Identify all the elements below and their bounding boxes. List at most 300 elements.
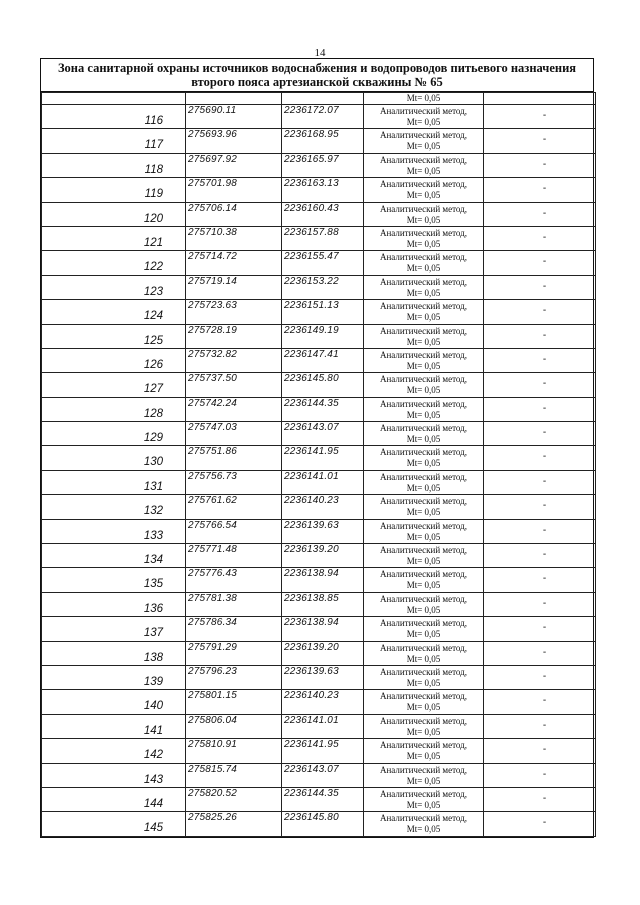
method-cell (364, 153, 484, 177)
error-value: - (542, 378, 547, 390)
point-number: 135 (143, 578, 163, 591)
table-row (42, 641, 596, 665)
x-coordinate: 275751.86 (188, 446, 238, 458)
method-accuracy: Mt= 0,05 (406, 580, 441, 591)
y-coordinate: 2236139.20 (284, 641, 339, 653)
y-coordinate: 2236140.23 (284, 495, 339, 507)
y-coordinate-cell (282, 446, 364, 470)
x-coordinate: 275815.74 (188, 763, 238, 775)
error-cell (484, 495, 596, 519)
method-accuracy: Mt= 0,05 (406, 677, 441, 688)
method-name: Аналитический метод, (379, 252, 468, 263)
y-coordinate: 2236145.80 (284, 373, 339, 385)
point-number-cell (42, 568, 186, 592)
method-cell (364, 495, 484, 519)
method-name: Аналитический метод, (379, 642, 468, 653)
method-cell (364, 690, 484, 714)
error-value: - (542, 110, 547, 121)
y-coordinate-cell (282, 714, 364, 738)
point-number-cell (42, 519, 186, 543)
x-coordinate: 275761.62 (188, 495, 238, 507)
point-number: 136 (143, 602, 163, 615)
y-coordinate: 2236139.63 (284, 665, 339, 677)
y-coordinate: 2236151.13 (284, 300, 339, 312)
table-row (42, 519, 596, 543)
point-number-cell (42, 690, 186, 714)
x-coordinate-cell (186, 251, 282, 275)
point-number-cell (42, 373, 186, 397)
y-coordinate-cell (282, 178, 364, 202)
method-accuracy: Mt= 0,05 (406, 653, 441, 664)
point-number: 122 (143, 261, 163, 274)
point-number-cell (42, 324, 186, 348)
error-cell (484, 592, 596, 616)
table-row (42, 348, 596, 372)
partial-cell-x (186, 93, 282, 105)
method-name: Аналитический метод, (379, 227, 468, 238)
error-value: - (542, 353, 547, 365)
method-name: Аналитический метод, (379, 691, 468, 702)
x-coordinate: 275690.11 (188, 105, 237, 116)
x-coordinate: 275697.92 (188, 153, 238, 165)
point-number-cell (42, 714, 186, 738)
point-number-cell (42, 641, 186, 665)
method-cell (364, 202, 484, 226)
x-coordinate-cell (186, 105, 282, 129)
error-cell (484, 787, 596, 811)
y-coordinate: 2236153.22 (284, 275, 339, 287)
error-value: - (542, 402, 547, 414)
x-coordinate-cell (186, 763, 282, 787)
table-row (42, 617, 596, 641)
table-row (42, 397, 596, 421)
partial-cell-number (42, 93, 186, 105)
x-coordinate-cell (186, 226, 282, 250)
method-name: Аналитический метод, (379, 130, 468, 141)
x-coordinate-cell (186, 714, 282, 738)
coordinates-table-body (42, 93, 596, 837)
method-accuracy: Mt= 0,05 (406, 263, 441, 274)
error-cell (484, 105, 596, 129)
y-coordinate-cell (282, 422, 364, 446)
method-name: Аналитический метод, (379, 715, 468, 726)
y-coordinate: 2236155.47 (284, 251, 339, 263)
y-coordinate-cell (282, 690, 364, 714)
error-value: - (542, 231, 547, 243)
point-number: 139 (143, 675, 163, 688)
table-row (42, 300, 596, 324)
y-coordinate: 2236143.07 (284, 422, 339, 434)
method-accuracy: Mt= 0,05 (406, 458, 441, 469)
table-row (42, 544, 596, 568)
method-accuracy: Mt= 0,05 (406, 287, 441, 298)
point-number-cell (42, 300, 186, 324)
point-number-cell (42, 617, 186, 641)
y-coordinate: 2236147.41 (284, 348, 339, 360)
point-number-cell (42, 665, 186, 689)
error-cell (484, 763, 596, 787)
method-name: Аналитический метод, (379, 813, 468, 824)
y-coordinate-cell (282, 763, 364, 787)
y-coordinate: 2236141.95 (284, 739, 339, 751)
y-coordinate-cell (282, 495, 364, 519)
method-accuracy: Mt= 0,05 (406, 751, 441, 762)
x-coordinate-cell (186, 787, 282, 811)
method-accuracy: Mt= 0,05 (406, 434, 441, 445)
error-value: - (542, 500, 547, 512)
method-accuracy: Mt= 0,05 (406, 824, 441, 835)
error-value: - (542, 134, 547, 146)
y-coordinate: 2236165.97 (284, 153, 339, 165)
x-coordinate: 275701.98 (188, 178, 238, 190)
point-number-cell (42, 812, 186, 836)
x-coordinate: 275825.26 (188, 812, 238, 824)
y-coordinate: 2236168.95 (284, 129, 339, 141)
error-value: - (542, 549, 547, 561)
x-coordinate: 275766.54 (188, 519, 238, 531)
point-number: 145 (143, 822, 163, 835)
method-cell (364, 641, 484, 665)
x-coordinate: 275719.14 (188, 275, 238, 287)
y-coordinate: 2236143.07 (284, 763, 339, 775)
x-coordinate-cell (186, 153, 282, 177)
point-number: 144 (143, 797, 163, 810)
y-coordinate: 2236138.94 (284, 617, 339, 629)
error-value: - (542, 427, 547, 439)
error-cell (484, 348, 596, 372)
y-coordinate: 2236149.19 (284, 324, 339, 336)
x-coordinate: 275742.24 (188, 397, 238, 409)
document-title: Зона санитарной охраны источников водоснабжения и водопроводов питьевого назначения второго пояса артезианской скважины № 65 (41, 59, 593, 92)
x-coordinate-cell (186, 544, 282, 568)
y-coordinate-cell (282, 641, 364, 665)
error-cell (484, 129, 596, 153)
point-number: 138 (143, 651, 163, 664)
point-number-cell (42, 470, 186, 494)
method-name: Аналитический метод, (379, 520, 468, 531)
method-name: Аналитический метод, (379, 203, 468, 214)
point-number: 132 (143, 505, 163, 518)
point-number-cell (42, 739, 186, 763)
table-row (42, 324, 596, 348)
method-name: Аналитический метод, (379, 106, 468, 116)
error-value: - (542, 158, 547, 170)
method-accuracy: Mt= 0,05 (406, 312, 441, 323)
x-coordinate-cell (186, 178, 282, 202)
x-coordinate-cell (186, 324, 282, 348)
error-value: - (542, 744, 547, 756)
error-value: - (542, 573, 547, 585)
method-cell (364, 568, 484, 592)
x-coordinate-cell (186, 446, 282, 470)
method-name: Аналитический метод, (379, 349, 468, 360)
error-cell (484, 397, 596, 421)
table-row (42, 446, 596, 470)
point-number-cell (42, 178, 186, 202)
error-value: - (542, 768, 547, 780)
table-row (42, 153, 596, 177)
method-accuracy: Mt= 0,05 (406, 117, 441, 127)
y-coordinate-cell (282, 397, 364, 421)
table-row (42, 739, 596, 763)
point-number: 117 (144, 139, 163, 152)
x-coordinate: 275706.14 (188, 202, 238, 214)
error-value: - (542, 695, 547, 707)
method-accuracy: Mt= 0,05 (406, 775, 441, 786)
method-cell (364, 787, 484, 811)
method-accuracy: Mt= 0,05 (406, 238, 441, 249)
point-number: 131 (143, 480, 163, 493)
method-accuracy: Mt= 0,05 (406, 165, 441, 176)
table-row (42, 226, 596, 250)
method-name: Аналитический метод, (379, 374, 468, 385)
table-row (42, 787, 596, 811)
table-row (42, 275, 596, 299)
partial-cell-method (364, 93, 484, 105)
method-accuracy: Mt= 0,05 (406, 702, 441, 713)
y-coordinate-cell (282, 568, 364, 592)
error-cell (484, 470, 596, 494)
method-name: Аналитический метод, (379, 740, 468, 751)
method-cell (364, 129, 484, 153)
x-coordinate-cell (186, 519, 282, 543)
x-coordinate: 275806.04 (188, 714, 238, 726)
page-number: 14 (314, 47, 326, 59)
method-accuracy: Mt= 0,05 (406, 409, 441, 420)
error-cell (484, 519, 596, 543)
y-coordinate: 2236141.01 (284, 470, 339, 482)
method-name: Аналитический метод, (379, 179, 468, 190)
partial-row (42, 93, 596, 105)
point-number: 118 (144, 163, 163, 176)
table-row (42, 495, 596, 519)
point-number: 142 (143, 749, 163, 762)
y-coordinate-cell (282, 153, 364, 177)
x-coordinate: 275791.29 (188, 641, 238, 653)
method-name: Аналитический метод, (379, 618, 468, 629)
x-coordinate-cell (186, 739, 282, 763)
point-number-cell (42, 787, 186, 811)
table-row (42, 568, 596, 592)
point-number: 129 (143, 432, 163, 445)
partial-cell-y (282, 93, 364, 105)
method-name: Аналитический метод, (379, 398, 468, 409)
error-cell (484, 544, 596, 568)
y-coordinate-cell (282, 739, 364, 763)
point-number-cell (42, 495, 186, 519)
point-number-cell (42, 348, 186, 372)
point-number-cell (42, 129, 186, 153)
method-accuracy: Mt= 0,05 (406, 190, 441, 201)
y-coordinate: 2236144.35 (284, 787, 339, 799)
y-coordinate-cell (282, 129, 364, 153)
point-number: 119 (144, 188, 163, 201)
error-value: - (542, 524, 547, 536)
point-number: 123 (143, 285, 163, 298)
x-coordinate-cell (186, 568, 282, 592)
table-row (42, 202, 596, 226)
method-name: Аналитический метод, (379, 666, 468, 677)
y-coordinate-cell (282, 519, 364, 543)
x-coordinate: 275796.23 (188, 665, 238, 677)
method-name: Аналитический метод, (379, 569, 468, 580)
y-coordinate-cell (282, 373, 364, 397)
point-number-cell (42, 446, 186, 470)
y-coordinate-cell (282, 665, 364, 689)
method-name: Аналитический метод, (379, 764, 468, 775)
point-number-cell (42, 422, 186, 446)
method-accuracy: Mt= 0,05 (406, 726, 441, 737)
x-coordinate: 275776.43 (188, 568, 238, 580)
error-value: - (542, 792, 547, 804)
error-value: - (542, 280, 547, 292)
method-name: Аналитический метод, (379, 593, 468, 604)
point-number-cell (42, 251, 186, 275)
x-coordinate-cell (186, 129, 282, 153)
x-coordinate: 275714.72 (188, 251, 238, 263)
method-name: Аналитический метод, (379, 447, 468, 458)
point-number: 126 (143, 358, 163, 371)
table-row (42, 763, 596, 787)
coordinates-sheet (40, 58, 594, 838)
coordinates-table (41, 92, 596, 837)
method-accuracy: Mt= 0,05 (406, 482, 441, 493)
method-cell (364, 348, 484, 372)
point-number: 127 (143, 383, 163, 396)
table-row (42, 690, 596, 714)
point-number-cell (42, 275, 186, 299)
x-coordinate-cell (186, 300, 282, 324)
x-coordinate: 275820.52 (188, 787, 238, 799)
y-coordinate: 2236157.88 (284, 226, 339, 238)
error-cell (484, 690, 596, 714)
method-cell (364, 763, 484, 787)
x-coordinate: 275693.96 (188, 129, 238, 141)
method-name: Аналитический метод, (379, 496, 468, 507)
method-accuracy: Mt= 0,05 (406, 556, 441, 567)
error-cell (484, 226, 596, 250)
point-number-cell (42, 202, 186, 226)
method-accuracy: Mt= 0,05 (406, 214, 441, 225)
y-coordinate-cell (282, 251, 364, 275)
x-coordinate: 275810.91 (188, 739, 238, 751)
method-cell (364, 544, 484, 568)
table-row (42, 105, 596, 129)
method-cell (364, 397, 484, 421)
y-coordinate-cell (282, 592, 364, 616)
error-value: - (542, 451, 547, 463)
point-number: 128 (143, 407, 163, 420)
method-accuracy: Mt= 0,05 (406, 141, 441, 152)
x-coordinate-cell (186, 470, 282, 494)
method-accuracy: Mt= 0,05 (406, 799, 441, 810)
error-value: - (542, 622, 547, 634)
method-cell (364, 275, 484, 299)
partial-method-text: Mt= 0,05 (406, 93, 441, 103)
y-coordinate: 2236144.35 (284, 397, 339, 409)
point-number: 137 (143, 627, 163, 640)
error-cell (484, 446, 596, 470)
point-number: 143 (143, 773, 163, 786)
method-cell (364, 324, 484, 348)
y-coordinate: 2236138.94 (284, 568, 339, 580)
point-number: 133 (143, 529, 163, 542)
y-coordinate-cell (282, 324, 364, 348)
method-name: Аналитический метод, (379, 301, 468, 312)
y-coordinate-cell (282, 787, 364, 811)
x-coordinate: 275710.38 (188, 226, 238, 238)
y-coordinate-cell (282, 105, 364, 129)
error-value: - (542, 817, 547, 829)
method-name: Аналитический метод, (379, 325, 468, 336)
point-number-cell (42, 544, 186, 568)
method-accuracy: Mt= 0,05 (406, 531, 441, 542)
method-cell (364, 422, 484, 446)
point-number: 141 (143, 724, 163, 737)
error-cell (484, 373, 596, 397)
y-coordinate: 2236140.23 (284, 690, 339, 702)
error-cell (484, 422, 596, 446)
y-coordinate: 2236145.80 (284, 812, 339, 824)
method-accuracy: Mt= 0,05 (406, 360, 441, 371)
method-name: Аналитический метод, (379, 545, 468, 556)
method-accuracy: Mt= 0,05 (406, 385, 441, 396)
table-row (42, 129, 596, 153)
method-accuracy: Mt= 0,05 (406, 604, 441, 615)
x-coordinate-cell (186, 812, 282, 836)
table-row (42, 470, 596, 494)
point-number-cell (42, 397, 186, 421)
x-coordinate-cell (186, 495, 282, 519)
method-cell (364, 300, 484, 324)
table-row (42, 812, 596, 836)
point-number: 134 (143, 554, 163, 567)
error-cell (484, 641, 596, 665)
method-cell (364, 373, 484, 397)
x-coordinate-cell (186, 690, 282, 714)
method-cell (364, 105, 484, 129)
error-value: - (542, 329, 547, 341)
y-coordinate: 2236139.20 (284, 544, 339, 556)
table-row (42, 373, 596, 397)
x-coordinate-cell (186, 617, 282, 641)
x-coordinate-cell (186, 592, 282, 616)
method-cell (364, 226, 484, 250)
table-row (42, 665, 596, 689)
error-value: - (542, 670, 547, 682)
point-number: 130 (143, 456, 163, 469)
point-number: 125 (143, 334, 163, 347)
method-cell (364, 178, 484, 202)
y-coordinate-cell (282, 470, 364, 494)
error-cell (484, 178, 596, 202)
x-coordinate: 275723.63 (188, 300, 238, 312)
y-coordinate: 2236141.01 (284, 714, 339, 726)
method-accuracy: Mt= 0,05 (406, 629, 441, 640)
method-cell (364, 714, 484, 738)
y-coordinate-cell (282, 300, 364, 324)
y-coordinate: 2236172.07 (284, 105, 339, 116)
y-coordinate: 2236138.85 (284, 592, 339, 604)
partial-cell-error (484, 93, 596, 105)
error-value: - (542, 256, 547, 268)
method-name: Аналитический метод, (379, 154, 468, 165)
error-cell (484, 202, 596, 226)
table-row (42, 251, 596, 275)
error-value: - (542, 305, 547, 317)
x-coordinate: 275728.19 (188, 324, 238, 336)
method-cell (364, 519, 484, 543)
